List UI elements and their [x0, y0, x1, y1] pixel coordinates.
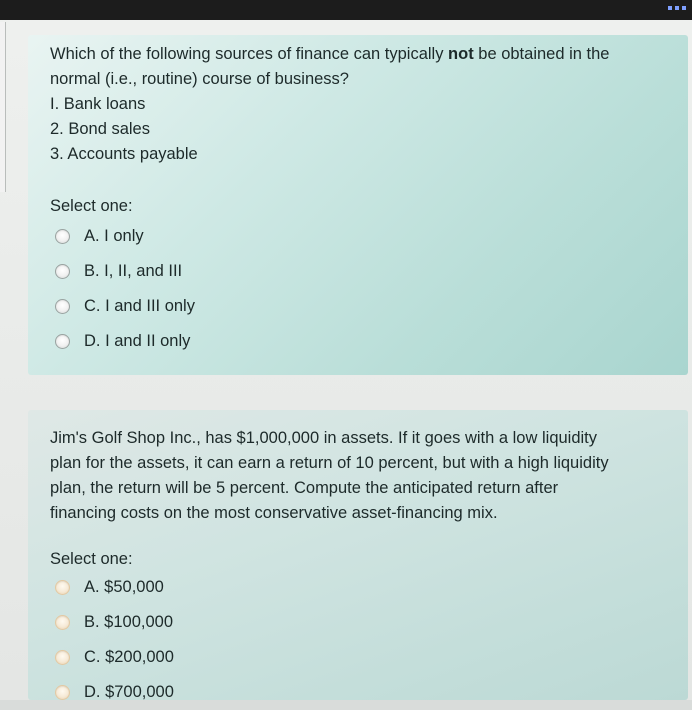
answer-option-d[interactable] [55, 324, 195, 359]
left-panel-edge [0, 22, 6, 192]
option-label: D. $700,000 [84, 683, 174, 701]
radio-button[interactable] [55, 615, 70, 630]
option-label: A. $50,000 [84, 578, 164, 596]
radio-button[interactable] [55, 334, 70, 349]
option-label: C. I and III only [84, 297, 195, 315]
option-label: B. $100,000 [84, 613, 173, 631]
top-bar [0, 0, 692, 20]
option-label: A. I only [84, 227, 144, 245]
question-line: plan, the return will be 5 percent. Compute the anticipated return after [50, 479, 559, 497]
menu-dots-icon[interactable] [668, 6, 686, 10]
answer-option-b[interactable] [55, 254, 195, 289]
option-label: B. I, II, and III [84, 262, 183, 280]
answer-option-c[interactable] [55, 640, 174, 675]
question-line: Jim's Golf Shop Inc., has $1,000,000 in assets. If it goes with a low liquidity [50, 429, 598, 447]
radio-button[interactable] [55, 229, 70, 244]
question-line: normal (i.e., routine) course of business? [50, 70, 349, 88]
radio-button[interactable] [55, 299, 70, 314]
question-line: I. Bank loans [50, 95, 146, 113]
question-line: 2. Bond sales [50, 120, 150, 138]
question-card-1 [28, 35, 688, 375]
radio-button[interactable] [55, 264, 70, 279]
option-label: D. I and II only [84, 332, 191, 350]
answer-option-a[interactable] [55, 570, 174, 605]
select-one-label: Select one: [50, 550, 133, 568]
question-text-2 [50, 426, 670, 526]
radio-button[interactable] [55, 650, 70, 665]
answer-options-2 [55, 570, 174, 710]
question-line: plan for the assets, it can earn a return of 10 percent, but with a high liquidity [50, 454, 609, 472]
radio-button[interactable] [55, 685, 70, 700]
option-label: C. $200,000 [84, 648, 174, 666]
question-card-2 [28, 410, 688, 700]
question-line: 3. Accounts payable [50, 145, 198, 163]
question-line: Which of the following sources of finance can typically not be obtained in the [50, 45, 610, 63]
question-line: financing costs on the most conservative asset-financing mix. [50, 504, 498, 522]
emphasis-text: not [448, 45, 474, 63]
question-text-1 [50, 42, 670, 167]
answer-options-1 [55, 219, 195, 359]
answer-option-d[interactable] [55, 675, 174, 710]
answer-option-c[interactable] [55, 289, 195, 324]
answer-option-a[interactable] [55, 219, 195, 254]
answer-option-b[interactable] [55, 605, 174, 640]
radio-button[interactable] [55, 580, 70, 595]
select-one-label: Select one: [50, 197, 133, 215]
